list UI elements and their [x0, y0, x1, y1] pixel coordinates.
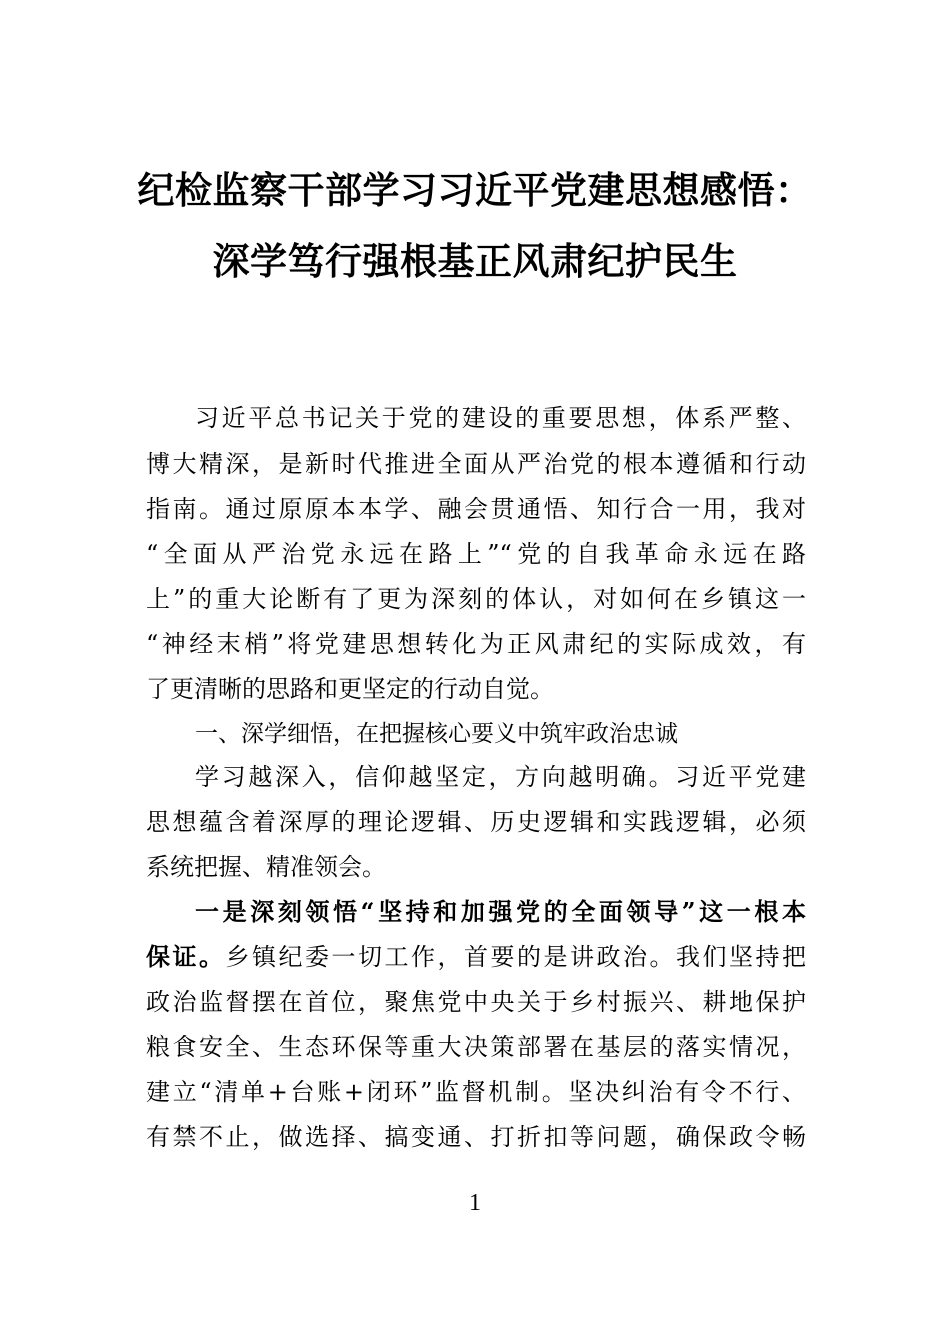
page-number: 1: [469, 1190, 481, 1216]
intro-paragraph-line: 了更清晰的思路和更坚定的行动自觉。: [146, 675, 554, 703]
intro-paragraph-line: “全面从严治党永远在路上”“党的自我革命永远在路: [146, 540, 806, 568]
document-title-line-2: 深学笃行强根基正风肃纪护民生: [212, 239, 738, 283]
point-paragraph-line: 建立“清单+台账+闭环”监督机制。坚决纠治有令不行、: [146, 1078, 806, 1106]
intro-paragraph-line: 习近平总书记关于党的建设的重要思想，体系严整、: [195, 404, 806, 432]
document-title-line-1: 纪检监察干部学习习近平党建思想感悟：: [137, 168, 813, 212]
section-paragraph-line: 思想蕴含着深厚的理论逻辑、历史逻辑和实践逻辑，必须: [146, 808, 806, 836]
point-paragraph-line: [146, 942, 806, 972]
section-paragraph-line: 学习越深入，信仰越坚定，方向越明确。习近平党建: [195, 763, 806, 791]
point-text: 乡镇纪委一切工作，首要的是讲政治。我们坚持把: [225, 943, 806, 971]
point-paragraph-line: 粮食安全、生态环保等重大决策部署在基层的落实情况，: [146, 1033, 806, 1061]
intro-paragraph-line: 博大精深，是新时代推进全面从严治党的根本遵循和行动: [146, 450, 806, 478]
point-bold-lead-line: 一是深刻领悟“坚持和加强党的全面领导”这一根本: [195, 897, 806, 926]
section-paragraph-line: 系统把握、精准领会。: [146, 853, 386, 881]
point-bold-lead-end: 保证。: [146, 942, 226, 971]
intro-paragraph-line: “神经末梢”将党建思想转化为正风肃纪的实际成效，有: [146, 630, 806, 658]
point-paragraph-line: 有禁不止，做选择、搞变通、打折扣等问题，确保政令畅: [146, 1123, 806, 1151]
intro-paragraph-line: 上”的重大论断有了更为深刻的体认，对如何在乡镇这一: [146, 585, 806, 613]
intro-paragraph-line: 指南。通过原原本本学、融会贯通悟、知行合一用，我对: [146, 495, 806, 523]
point-paragraph-line: 政治监督摆在首位，聚焦党中央关于乡村振兴、耕地保护: [146, 988, 806, 1016]
section-heading: 一、深学细悟，在把握核心要义中筑牢政治忠诚: [195, 721, 678, 747]
